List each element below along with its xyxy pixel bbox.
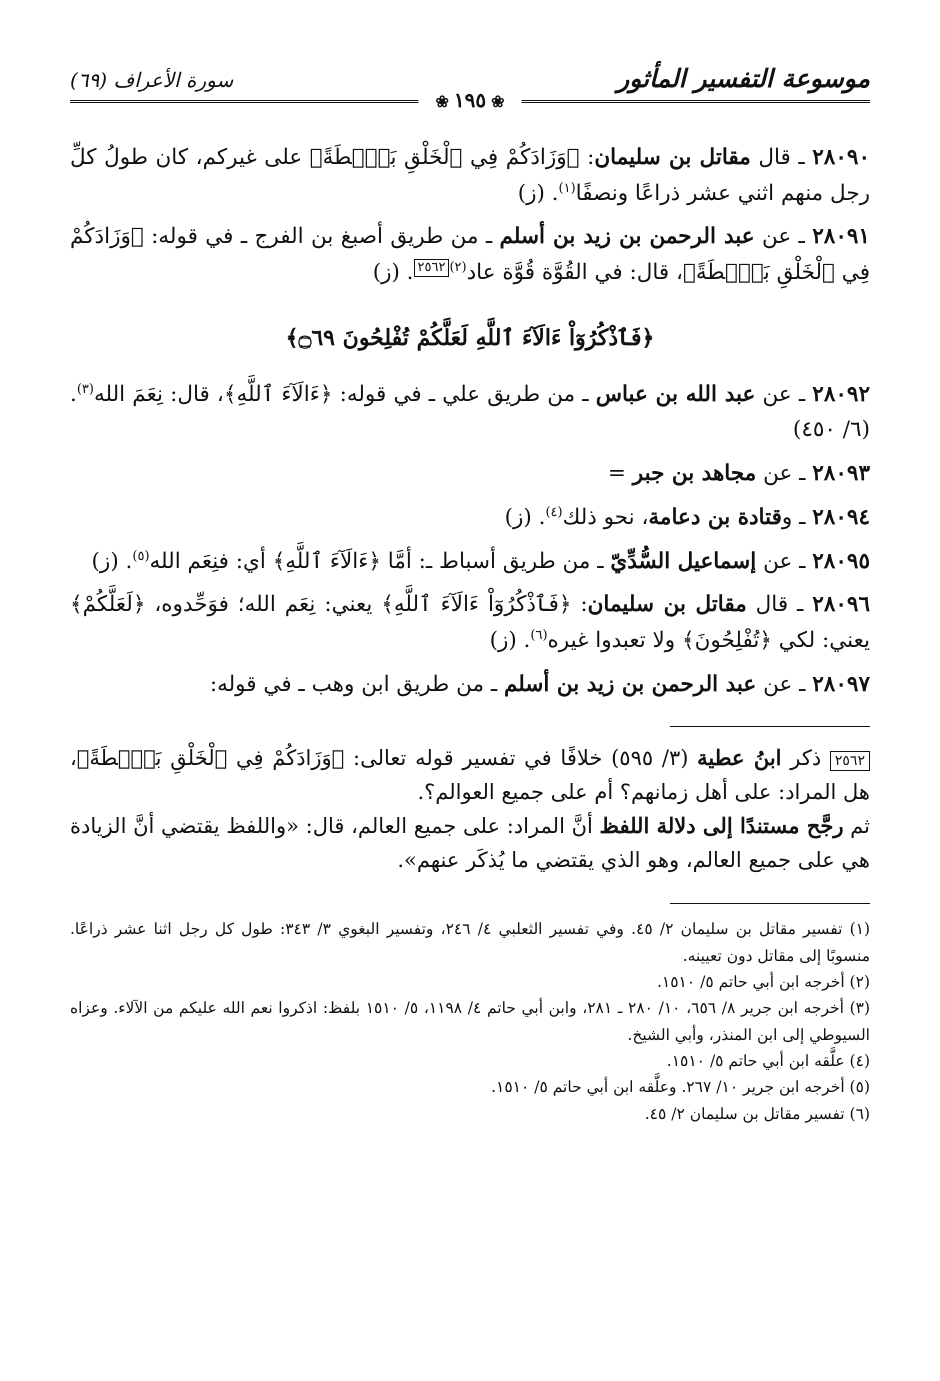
ornament-icon: ❀ <box>435 92 449 111</box>
commentary-text: ذكر <box>781 746 830 771</box>
page-header <box>70 62 870 112</box>
footnote-ref[interactable]: (٢) <box>449 259 467 275</box>
narration-text: ـ عن <box>756 548 813 574</box>
commentary-text: ، هل المراد: على أهل زمانهم؟ أم على جميع العوالم؟. <box>70 746 870 805</box>
quran-quote: ﴿وَزَادَكُمْ فِي ٱلْخَلْقِ بَصْۜطَةً﴾ <box>309 145 580 170</box>
narration-number: ٢٨٠٩٦ <box>812 592 871 618</box>
narration-text: ـ من طريق أسباط ـ: أمَّا <box>380 548 611 574</box>
narration-text: = <box>607 461 633 487</box>
narrator-name: مجاهد بن جبر <box>632 461 757 487</box>
footnote-ref[interactable]: (٤) <box>545 504 563 520</box>
narrator-name: مقاتل بن سليمان <box>594 145 751 170</box>
footnote: (٢) أخرجه ابن أبي حاتم ٥/ ١٥١٠. <box>656 973 870 991</box>
commentary-separator <box>670 726 870 727</box>
narration-entry <box>70 140 870 211</box>
narration-text: ـ عن <box>754 224 813 250</box>
narration-text: أي: فنِعَم الله <box>149 548 273 574</box>
narration-entry <box>70 587 870 658</box>
narration-number: ٢٨٠٩٣ <box>812 461 870 487</box>
narration-entry <box>70 456 870 492</box>
narration-text: . (ز) <box>517 180 559 206</box>
narration-text: : <box>571 592 588 618</box>
narration-text: ـ من طريق أصبغ بن الفرج ـ في قوله: <box>143 224 500 250</box>
narration-number: ٢٨٠٩٤ <box>812 504 870 530</box>
quran-quote: ﴿وَزَادَكُمْ فِي ٱلْخَلْقِ بَصْۜطَةً﴾ <box>70 224 870 286</box>
narrator-name: مقاتل بن سليمان <box>587 592 747 618</box>
narration-number: ٢٨٠٩٢ <box>812 381 871 407</box>
narration-number: ٢٨٠٩١ <box>812 224 870 250</box>
narration-text: ، قال: نِعَمَ الله <box>93 381 224 407</box>
commentary-paragraph <box>70 741 870 809</box>
narration-number: ٢٨٠٩٥ <box>812 548 870 574</box>
narration-entry <box>70 667 870 703</box>
footnote: (٦) تفسير مقاتل بن سليمان ٢/ ٤٥. <box>644 1104 870 1123</box>
scholar-name: ابنُ عطية <box>697 745 782 771</box>
commentary-emphasis: رجَّح مستندًا إلى دلالة اللفظ <box>599 813 844 839</box>
footnote-ref[interactable]: (١) <box>558 180 576 196</box>
narration-text: ـ عن <box>756 461 813 487</box>
narration-text: . (ز) <box>91 548 133 574</box>
footnote-ref[interactable]: (٥) <box>132 548 150 564</box>
narrator-name: عبد الله بن عباس <box>595 381 756 407</box>
narrator-name: قتادة بن دعامة <box>648 504 782 530</box>
footnote-ref[interactable]: (٣) <box>76 381 94 397</box>
commentary-ref-box[interactable]: ٢٥٦٢ <box>414 259 450 277</box>
narration-text: ـ قال <box>746 592 813 618</box>
narration-text: ـ عن <box>755 381 813 407</box>
footnote-ref[interactable]: (٦) <box>530 627 548 643</box>
narration-text: ـ و <box>781 504 813 530</box>
commentary-number-box: ٢٥٦٢ <box>830 751 870 771</box>
quran-quote: ﴿وَزَادَكُمْ فِي ٱلْخَلْقِ بَصْۜطَةً﴾ <box>76 746 345 771</box>
quran-quote: ﴿ءَالَآءَ ٱللَّهِ﴾ <box>223 381 333 407</box>
footnote: (١) تفسير مقاتل بن سليمان ٢/ ٤٥. وفي تفسير الثعلبي ٤/ ٢٤٦، وتفسير البغوي ٣/ ٣٤٣: طول كل رجل اثنا عشر ذراعًا. منسوبًا إلى مقاتل دون تعيينه. <box>70 920 871 965</box>
narration-text: . (ز) <box>372 260 414 286</box>
narration-text: على غيركم، كان طولُ كلِّ رجل منهم اثني عشر ذراعًا ونصفًا <box>70 145 870 206</box>
page-number-block <box>418 88 521 112</box>
page-number: ١٩٥ <box>453 88 487 112</box>
footnote: (٣) أخرجه ابن جرير ٨/ ٦٥٦، ١٠/ ٢٨٠ ـ ٢٨١، وابن أبي حاتم ٤/ ١١٩٨، ٥/ ١٥١٠ بلفظ: اذكروا نعم الله عليكم من الآلاء. وعزاه السيوطي إلى ابن المنذر، وأبي الشيخ. <box>70 999 871 1044</box>
narration-text: ـ من طريق علي ـ في قوله: <box>332 381 596 407</box>
narration-text: . (ز) <box>504 504 546 530</box>
commentary-text: أنَّ المراد: على جميع العالم، قال: «واللفظ يقتضي أنَّ الزيادة هي على جميع العالم، وهو الذي يقتضي ما يُذكَر عنهم». <box>70 814 870 873</box>
narration-text: ، نحو ذلك <box>562 504 649 530</box>
page-body <box>70 140 870 1127</box>
narration-entry <box>70 544 870 580</box>
surah-title: سورة الأعراف (٦٩) <box>70 68 234 92</box>
commentary-text: (٣/ ٥٩٥) خلافًا في تفسير قوله تعالى: <box>344 746 698 771</box>
verse-heading: ﴿فَٱذْكُرُوٓاْ ءَالَآءَ ٱللَّهِ لَعَلَّكُمْ تُفْلِحُونَ ۝٦٩﴾ <box>285 324 655 351</box>
narrator-name: إسماعيل السُّدِّيّ <box>610 548 757 574</box>
narration-text: : <box>579 145 595 170</box>
footnote: (٤) علَّقه ابن أبي حاتم ٥/ ١٥١٠. <box>666 1052 870 1071</box>
narration-entry <box>70 377 870 448</box>
narration-text: . (٦/ ٤٥٠) <box>70 381 870 443</box>
narration-text: ـ عن <box>756 671 813 697</box>
narration-text: . (ز) <box>489 627 531 653</box>
narration-text: ـ قال <box>750 145 813 170</box>
narration-entry <box>70 500 870 536</box>
commentary-paragraph <box>70 809 870 877</box>
narration-number: ٢٨٠٩٧ <box>812 671 870 697</box>
narration-entry <box>70 219 870 290</box>
narration-text: ، قال: في القُوَّة قُوَّة عاد <box>466 260 683 286</box>
footnote: (٥) أخرجه ابن جرير ١٠/ ٢٦٧. وعلَّقه ابن أبي حاتم ٥/ ١٥١٠. <box>491 1078 870 1097</box>
ornament-icon: ❀ <box>491 92 505 111</box>
narration-text: ـ من طريق ابن وهب ـ في قوله: <box>209 671 504 697</box>
narrator-name: عبد الرحمن بن زيد بن أسلم <box>499 224 755 250</box>
narrator-name: عبد الرحمن بن زيد بن أسلم <box>503 671 757 697</box>
book-title: موسوعة التفسير المأثور <box>617 64 870 93</box>
narration-number: ٢٨٠٩٠ <box>812 145 870 170</box>
footnote-separator <box>670 903 870 904</box>
commentary-text: ثم <box>843 814 870 839</box>
quran-quote: ﴿فَٱذْكُرُوٓاْ ءَالَآءَ ٱللَّهِ﴾ <box>381 592 572 618</box>
narration-text: يعني: نِعَم الله؛ فوَحِّدوه، ﴿لَعَلَّكُمْ﴾ يعني: لكي ﴿تُفْلِحُونَ﴾ ولا تعبدوا غيره <box>70 592 870 653</box>
quran-quote: ﴿ءَالَآءَ ٱللَّهِ﴾ <box>272 548 381 574</box>
